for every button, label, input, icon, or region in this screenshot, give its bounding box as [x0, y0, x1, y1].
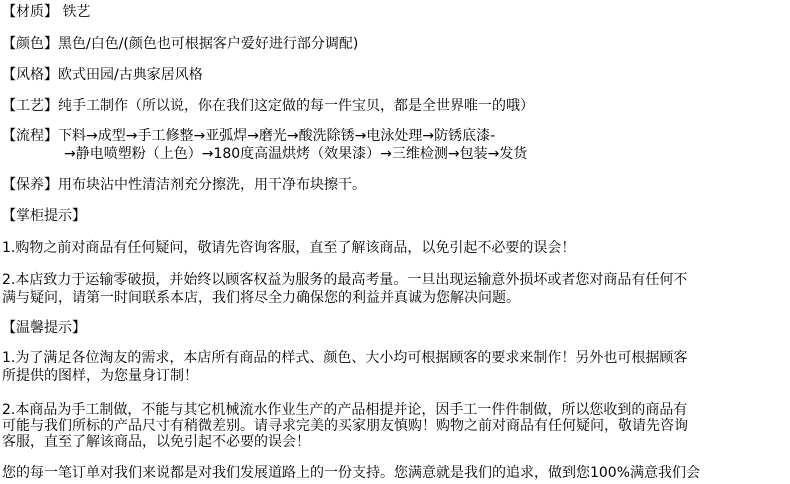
shopkeeper-tips-heading: 【掌柜提示】 [2, 208, 86, 224]
style-line: 【风格】欧式田园/古典家居风格 [2, 67, 203, 83]
color-line: 【颜色】黑色/白色/(颜色也可根据客户爱好进行部分调配) [2, 36, 359, 52]
warm-tip-2-continued-2: 客服，直至了解该商品，以免引起不必要的误会！ [2, 434, 310, 450]
craft-line: 【工艺】纯手工制作（所以说，你在我们这定做的每一件宝贝，都是全世界唯一的哦） [2, 98, 534, 114]
shopkeeper-tip-2-continued: 满与疑问，请第一时间联系本店，我们将尽全力确保您的利益并真诚为您解决问题。 [2, 290, 520, 306]
warm-tip-1: 1.为了满足各位淘友的需求，本店所有商品的样式、颜色、大小均可根据顾客的要求来制作！另外也可根据顾客 [2, 350, 688, 366]
process-line-continued: →静电喷塑粉（上色）→180度高温烘烤（效果漆）→三维检测→包装→发货 [64, 146, 528, 162]
closing-line: 您的每一笔订单对我们来说都是对我们发展道路上的一份支持。您满意就是我们的追求，做到您100%满意我们会 [2, 465, 701, 481]
shopkeeper-tip-2: 2.本店致力于运输零破损，并始终以顾客权益为服务的最高考量。一旦出现运输意外损坏或者您对商品有任何不 [2, 272, 688, 288]
maintenance-line: 【保养】用布块沾中性清洁剂充分擦洗，用干净布块擦干。 [2, 177, 366, 193]
warm-tip-1-continued: 所提供的图样，为您量身订制！ [2, 368, 198, 384]
shopkeeper-tip-1: 1.购物之前对商品有任何疑问，敬请先咨询客服，直至了解该商品，以免引起不必要的误会！ [2, 240, 576, 256]
warm-tip-2-continued-1: 可能与我们所标的产品尺寸有稍微差别。请寻求完美的买家朋友慎购！购物之前对商品有任何疑问，敬请先咨询 [2, 418, 688, 434]
process-line: 【流程】下料→成型→手工修整→亚弧焊→磨光→酸洗除锈→电泳处理→防锈底漆- [2, 128, 496, 144]
warm-tips-heading: 【温馨提示】 [2, 320, 86, 336]
warm-tip-2: 2.本商品为手工制做，不能与其它机械流水作业生产的产品相提并论，因手工一件件制做，所以您收到的商品有 [2, 402, 688, 418]
material-line: 【材质】 铁艺 [2, 4, 91, 20]
